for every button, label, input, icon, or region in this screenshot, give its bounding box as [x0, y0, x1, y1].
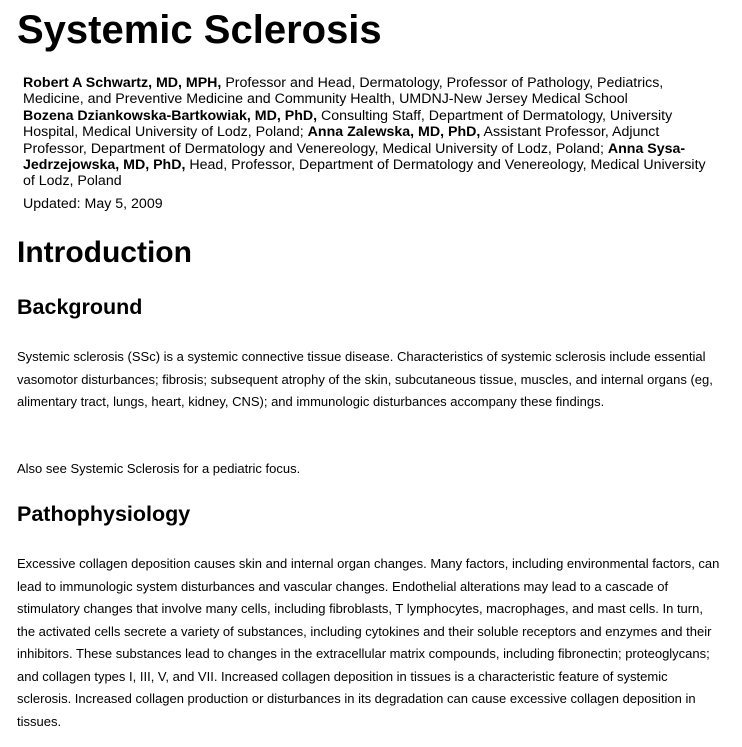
author-name: Robert A Schwartz, MD, MPH,	[23, 75, 222, 91]
subsection-heading-background: Background	[17, 295, 143, 319]
author-affiliation: Head, Professor, Department of Dermatology and Venereology, Medical University of Lodz, Poland	[23, 157, 706, 190]
subsection-heading-pathophysiology: Pathophysiology	[17, 502, 191, 526]
author-name: Bozena Dziankowska-Bartkowiak, MD, PhD,	[23, 107, 318, 124]
author-affiliation: Consulting Staff, Department of Dermatology, University Hospital, Medical University of Lodz, Poland;	[23, 107, 673, 141]
author-name: Anna Zalewska, MD, PhD,	[307, 124, 481, 141]
updated-date: Updated: May 5, 2009	[23, 196, 163, 212]
author-name: Anna Sysa-Jedrzejowska, MD, PhD,	[23, 140, 686, 174]
author-affiliation: Professor and Head, Dermatology, Professor of Pathology, Pediatrics, Medicine, and Preventive Medicine and Community Health, UMDNJ-New Jersey Medical School	[23, 75, 664, 108]
pathophysiology-paragraph: Excessive collagen deposition causes skin and internal organ changes. Many factors, including environmental factors, can lead to immunologic system disturbances and vascular changes. Endothelial alterations may lead to a cascade of stimulatory changes that involve many cells, including fibroblasts, T lymphocytes, macrophages, and mast cells. In turn, the activated cells secrete a variety of substances, including cytokines and their soluble receptors and enzymes and their inhibitors. These substances lead to changes in the extracellular matrix compounds, including fibronectin; proteoglycans; and collagen types I, III, V, and VII. Increased collagen deposition in tissues is a characteristic feature of systemic sclerosis. Increased collagen production or disturbances in its degradation can cause excessive collagen deposition in tissues.	[17, 556, 720, 729]
background-paragraph: Systemic sclerosis (SSc) is a systemic connective tissue disease. Characteristics of systemic sclerosis include essential vasomotor disturbances; fibrosis; subsequent atrophy of the skin, subcutaneous tissue, muscles, and internal organs (eg, alimentary tract, lungs, heart, kidney, CNS); and immunologic disturbances accompany these findings.	[17, 349, 713, 409]
author-list	[23, 75, 713, 190]
section-heading-introduction: Introduction	[17, 236, 192, 269]
article-title: Systemic Sclerosis	[17, 8, 382, 52]
background-paragraph-see-also: Also see Systemic Sclerosis for a pediatric focus.	[17, 461, 301, 476]
author-affiliation: Assistant Professor, Adjunct Professor, Department of Dermatology and Venereology, Medical University of Lodz, Poland;	[23, 124, 660, 157]
